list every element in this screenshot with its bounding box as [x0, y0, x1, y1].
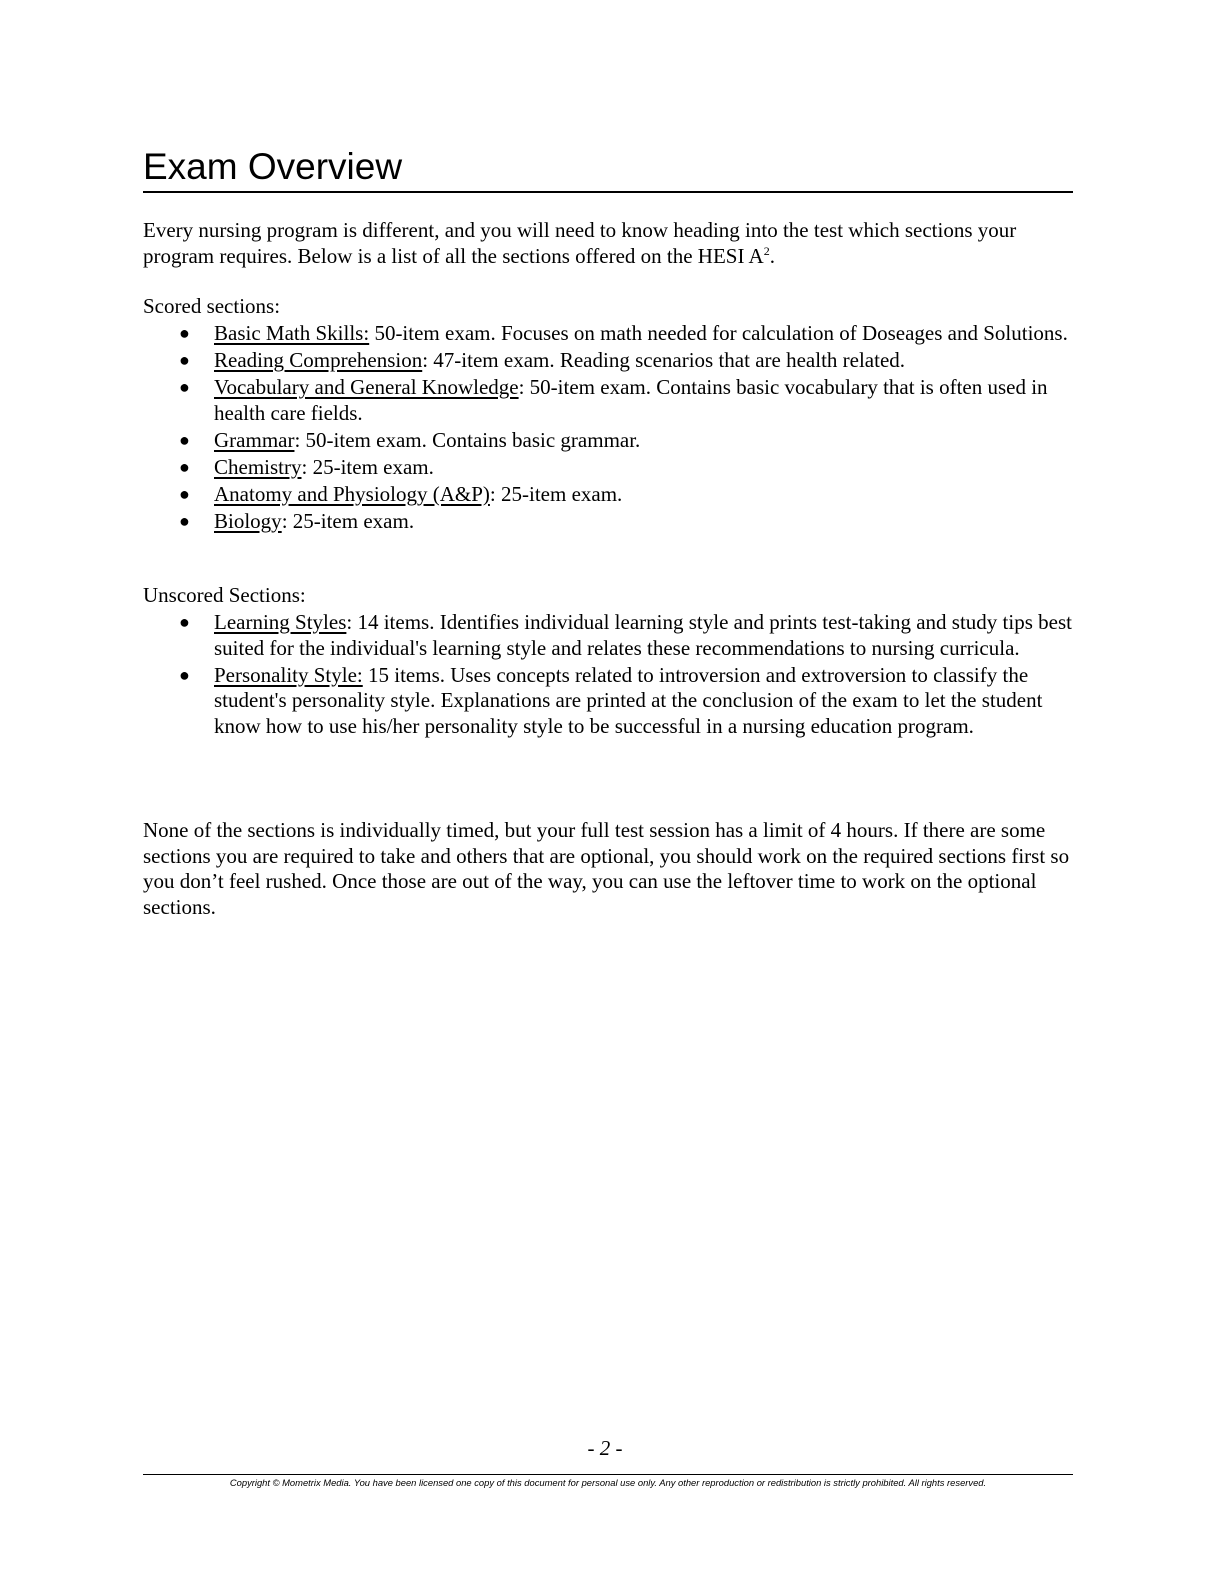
section-description: : 50-item exam. Contains basic vocabulary that is often used in health care fields.	[214, 375, 1048, 425]
list-item	[143, 663, 1073, 740]
section-description: 50-item exam. Focuses on math needed for calculation of Doseages and Solutions.	[369, 321, 1068, 345]
section-name: Learning Styles	[214, 610, 347, 634]
footer-divider	[143, 1474, 1073, 1475]
list-item	[143, 455, 1073, 481]
scored-sections-label: Scored sections:	[143, 294, 281, 318]
copyright-notice: Copyright © Mometrix Media. You have been licensed one copy of this document for personal use only. Any other reproduction or redistribution is strictly prohibited. All rights reserved.	[229, 1477, 987, 1488]
section-name: Grammar	[214, 427, 295, 452]
section-description: : 47-item exam. Reading scenarios that are health related.	[422, 348, 906, 372]
bullet-icon: ●	[179, 510, 190, 531]
bullet-icon: ●	[179, 429, 190, 450]
section-description: : 25-item exam.	[281, 508, 415, 533]
bullet-icon: ●	[179, 456, 190, 477]
section-description: : 25-item exam.	[489, 481, 623, 506]
section-name: Personality Style:	[214, 662, 363, 687]
page-title: Exam Overview	[143, 145, 1073, 193]
bullet-icon: ●	[179, 664, 190, 685]
list-item	[143, 509, 1073, 535]
list-item	[143, 428, 1073, 454]
intro-superscript: 2	[763, 243, 770, 258]
list-item	[143, 610, 1073, 661]
bullet-icon: ●	[179, 323, 190, 343]
section-name: Chemistry	[214, 454, 302, 479]
intro-text: Every nursing program is different, and you will need to know heading into the test which sections your program requires. Below is a list of all the sections offered on the HESI A	[143, 218, 1017, 268]
bullet-icon: ●	[179, 483, 190, 504]
section-name: Biology	[214, 508, 282, 533]
section-description: : 50-item exam. Contains basic grammar.	[294, 427, 641, 452]
bullet-icon: ●	[179, 377, 190, 397]
section-name: Reading Comprehension	[214, 348, 423, 372]
section-description: 15 items. Uses concepts related to introversion and extroversion to classify the student's personality style. Explanations are printed at the conclusion of the exam to let the student know how to use his/her personality style to be successful in a nursing education program.	[214, 662, 1043, 738]
list-item	[143, 321, 1073, 347]
list-item	[143, 482, 1073, 508]
section-description: : 25-item exam.	[301, 454, 434, 479]
section-name: Basic Math Skills:	[214, 321, 370, 345]
list-item	[143, 375, 1073, 426]
section-name: Vocabulary and General Knowledge	[214, 375, 519, 399]
section-description: : 14 items. Identifies individual learning style and prints test-taking and study tips best suited for the individual's learning style and relates these recommendations to nursing curricula.	[214, 610, 1072, 660]
bullet-icon: ●	[179, 350, 190, 370]
bullet-icon: ●	[179, 612, 190, 632]
list-item	[143, 348, 1073, 374]
section-name: Anatomy and Physiology (A&P)	[214, 481, 490, 506]
unscored-sections-list	[143, 610, 1073, 741]
page-number: - 2 -	[587, 1436, 623, 1460]
intro-end: .	[769, 243, 775, 268]
intro-paragraph	[143, 218, 1073, 269]
scored-sections-list	[143, 321, 1073, 536]
closing-paragraph: None of the sections is individually timed, but your full test session has a limit of 4 hours. If there are some sections you are required to take and others that are optional, you should work on the required sections first so you don’t feel rushed. Once those are out of the way, you can use the leftover time to work on the optional sections.	[143, 818, 1070, 919]
unscored-sections-label: Unscored Sections:	[143, 583, 306, 607]
